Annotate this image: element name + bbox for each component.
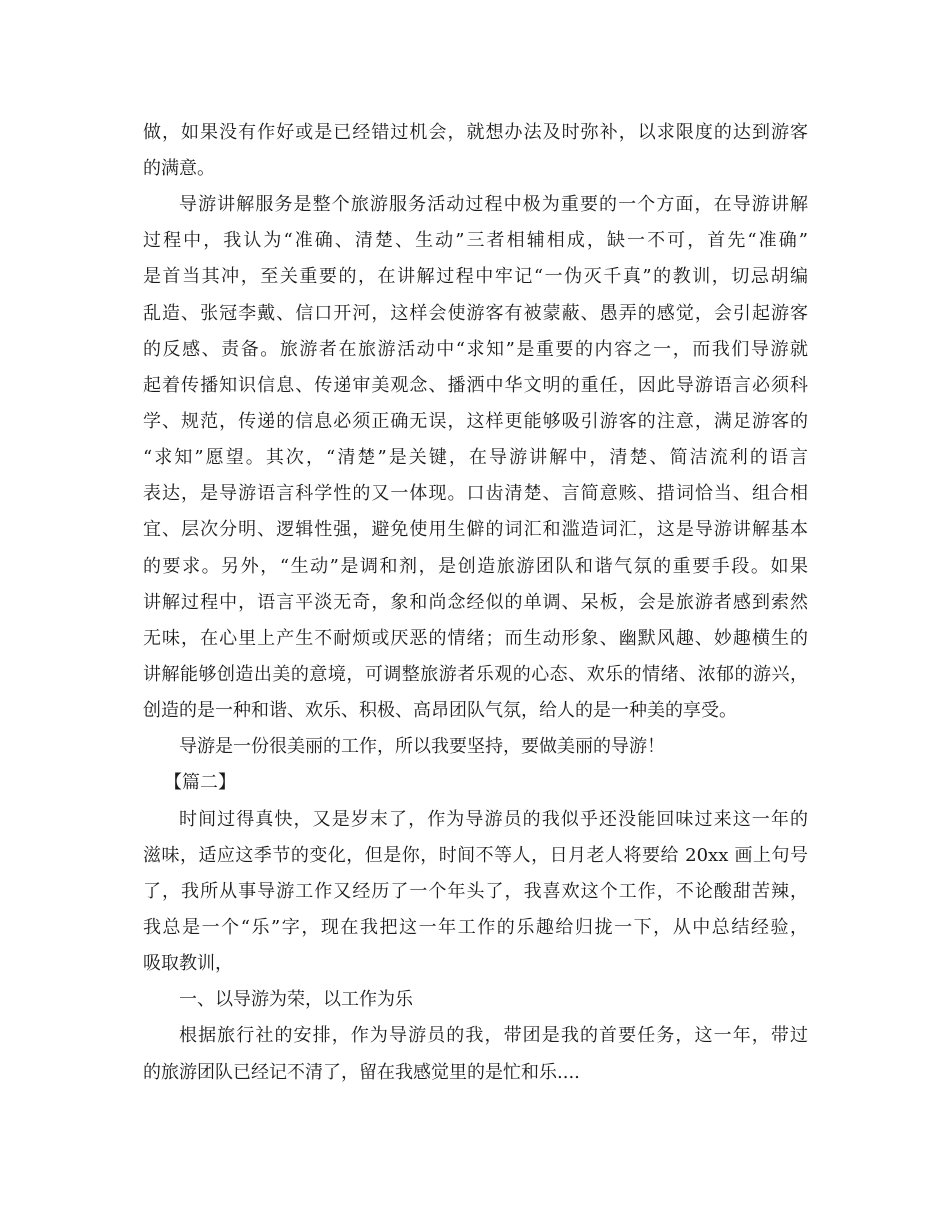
paragraph-line: 导游讲解服务是整个旅游服务活动过程中极为重要的一个方面，在导游讲解 [179,194,808,215]
paragraph-line: 的反感、责备。旅游者在旅游活动中“求知”是重要的内容之一，而我们导游就 [143,339,808,360]
paragraph-line: 导游是一份很美丽的工作，所以我要坚持，要做美丽的导游！ [179,736,665,757]
paragraph-line: 起着传播知识信息、传递审美观念、播洒中华文明的重任，因此导游语言必须科 [143,375,808,396]
paragraph-line: “求知”愿望。其次，“清楚”是关键，在导游讲解中，清楚、简洁流利的语言 [143,447,808,468]
paragraph-line: 我总是一个“乐”字，现在我把这一年工作的乐趣给归拢一下，从中总结经验， [143,917,808,938]
paragraph-line: 创造的是一种和谐、欢乐、积极、高昂团队气氛，给人的是一种美的享受。 [143,700,737,721]
paragraph-line: 是首当其冲，至关重要的，在讲解过程中牢记“一伪灭千真”的教训，切忌胡编 [143,266,808,287]
paragraph-line: 过程中，我认为“准确、清楚、生动”三者相辅相成，缺一不可，首先“准确” [143,230,808,251]
paragraph-line: 时间过得真快，又是岁末了，作为导游员的我似乎还没能回味过来这一年的 [179,809,808,830]
paragraph-line: 根据旅行社的安排，作为导游员的我，带团是我的首要任务，这一年，带过 [179,1025,808,1046]
paragraph-line: 讲解过程中，语言平淡无奇，象和尚念经似的单调、呆板，会是旅游者感到索然 [143,592,808,613]
paragraph-line: 的旅游团队已经记不清了，留在我感觉里的是忙和乐.... [143,1062,580,1083]
paragraph-line: 的满意。 [143,158,215,179]
paragraph-line: 乱造、张冠李戴、信口开河，这样会使游客有被蒙蔽、愚弄的感觉，会引起游客 [143,303,808,324]
paragraph-line: 的要求。另外，“生动”是调和剂，是创造旅游团队和谐气氛的重要手段。如果 [143,556,808,577]
paragraph-line: 无味，在心里上产生不耐烦或厌恶的情绪；而生动形象、幽默风趣、妙趣横生的 [143,628,808,649]
paragraph-line: 表达，是导游语言科学性的又一体现。口齿清楚、言简意赅、措词恰当、组合相 [143,483,808,504]
section-heading: 【篇二】 [164,772,236,793]
paragraph-line: 吸取教训， [143,953,233,974]
paragraph-line: 滋味，适应这季节的变化，但是你，时间不等人，日月老人将要给 20xx 画上句号 [143,845,808,866]
subsection-heading: 一、以导游为荣，以工作为乐 [179,989,413,1010]
paragraph-line: 学、规范，传递的信息必须正确无误，这样更能够吸引游客的注意，满足游客的 [143,411,808,432]
paragraph-line: 讲解能够创造出美的意境，可调整旅游者乐观的心态、欢乐的情绪、浓郁的游兴， [143,664,808,685]
paragraph-line: 做，如果没有作好或是已经错过机会，就想办法及时弥补，以求限度的达到游客 [143,122,808,143]
paragraph-line: 了，我所从事导游工作又经历了一个年头了，我喜欢这个工作，不论酸甜苦辣， [143,881,808,902]
paragraph-line: 宜、层次分明、逻辑性强，避免使用生僻的词汇和滥造词汇，这是导游讲解基本 [143,519,808,540]
